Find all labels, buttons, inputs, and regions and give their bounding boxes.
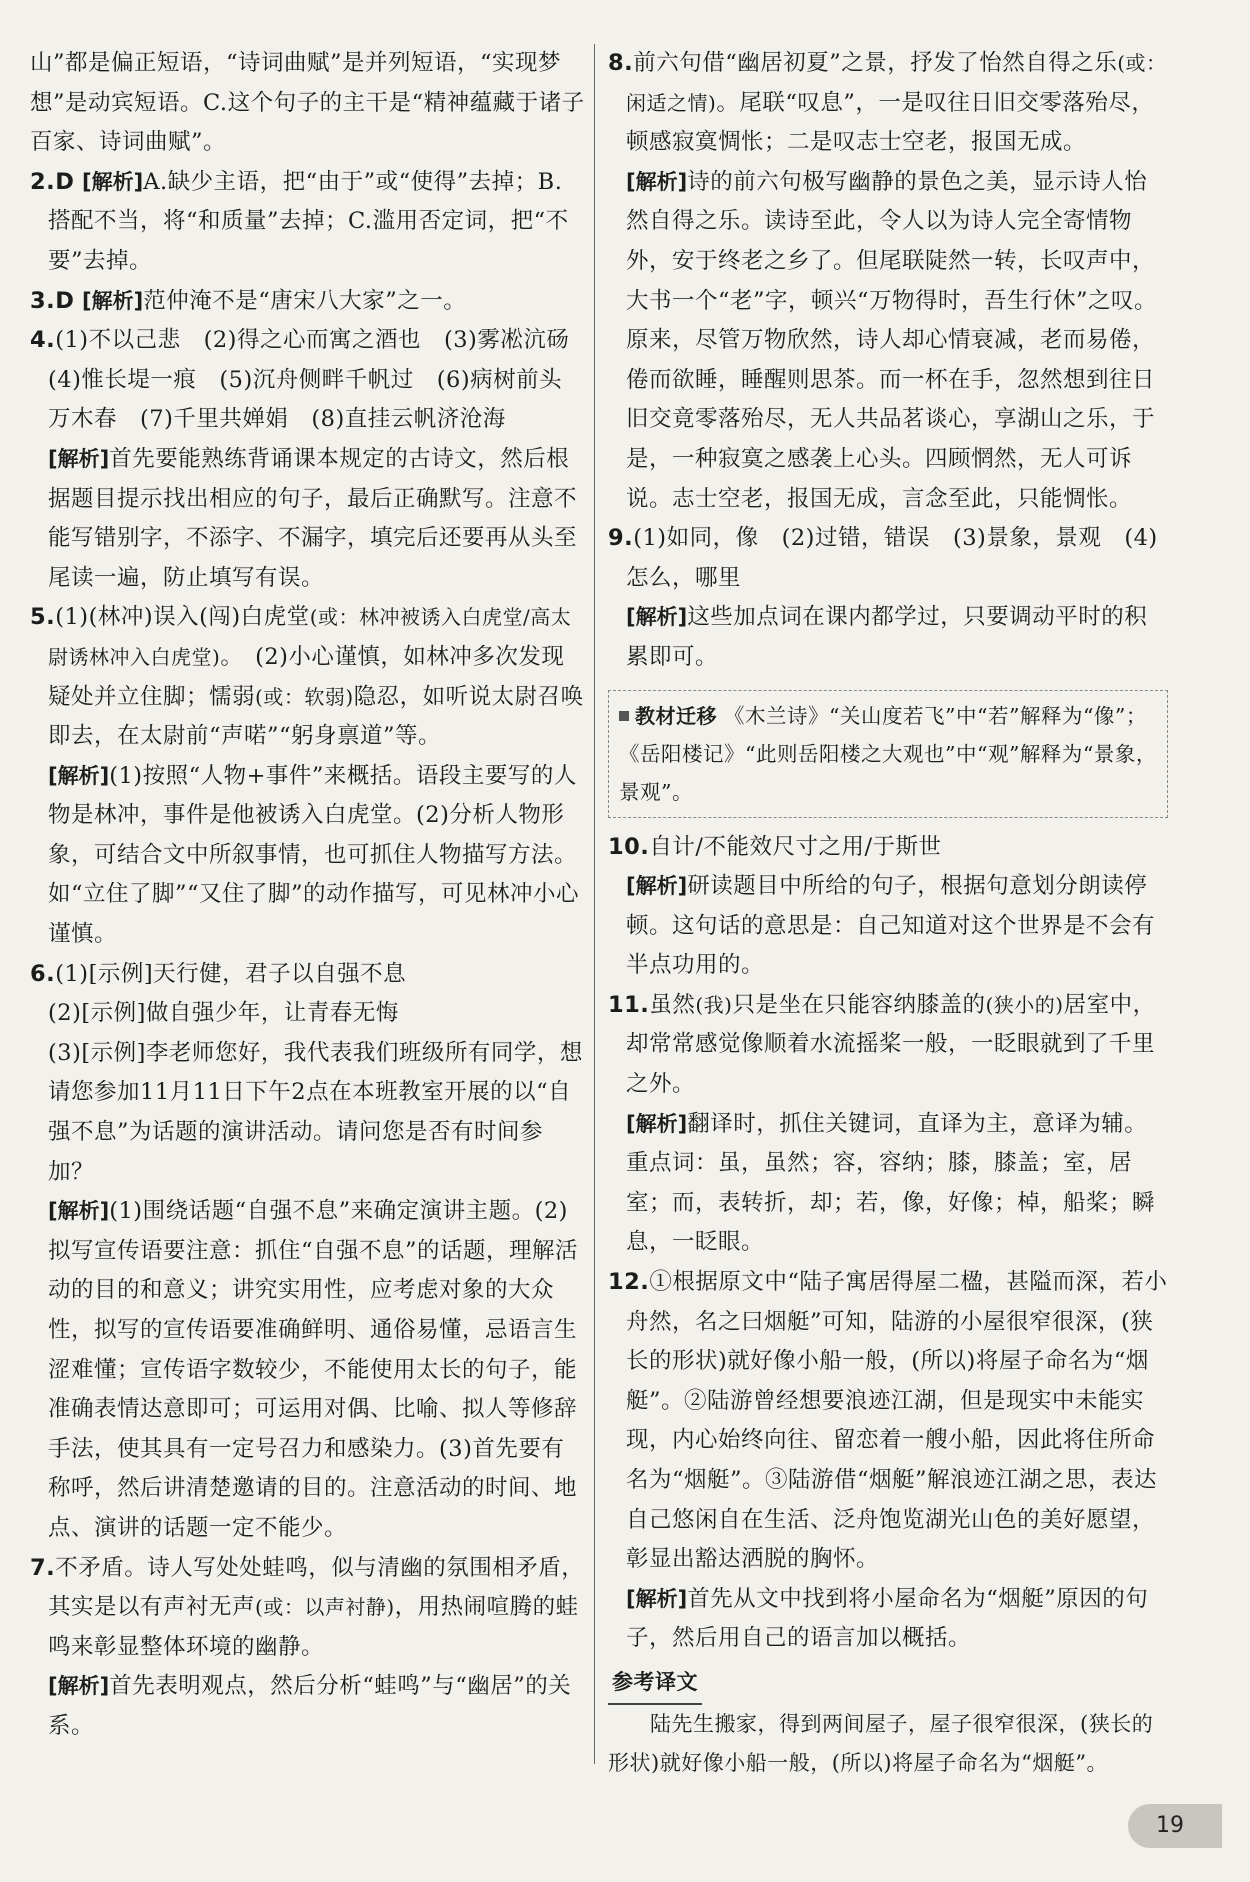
question-number: 6. bbox=[30, 960, 56, 987]
question-number: 3. bbox=[30, 287, 56, 314]
analysis-tag: [解析] bbox=[626, 605, 688, 630]
analysis-text: 首先表明观点，然后分析“蛙鸣”与“幽居”的关系。 bbox=[48, 1673, 572, 1739]
analysis-text: 研读题目中所给的句子，根据句意划分朗读停顿。这句话的意思是：自己知道对这个世界是不会有半点功用的。 bbox=[626, 873, 1156, 979]
analysis-9 bbox=[608, 598, 1168, 677]
analysis-text: 这些加点词在课内都学过，只要调动平时的积累即可。 bbox=[626, 604, 1148, 670]
question-9 bbox=[608, 519, 1168, 598]
answer-note: (或：闲适之情) bbox=[626, 51, 1167, 115]
textbook-transfer-box bbox=[608, 690, 1168, 818]
analysis-4 bbox=[30, 440, 585, 598]
analysis-tag: [解析] bbox=[626, 1586, 688, 1611]
answer-text: 只是坐在只能容纳膝盖的 bbox=[732, 991, 986, 1018]
answer-note: (或：软弱) bbox=[255, 684, 354, 709]
analysis-text: (1)按照“人物+事件”来概括。语段主要写的人物是林冲，事件是他被诱入白虎堂。(2)分析人物形象，可结合文中所叙事情，也可抓住人物描写方法。如“立住了脚”“又住了脚”的动作描写，可见林冲小心谨慎。 bbox=[48, 762, 580, 948]
question-number: 12. bbox=[608, 1269, 650, 1296]
question-number: 7. bbox=[30, 1554, 56, 1581]
answer-note: (或：以声衬静) bbox=[255, 1595, 395, 1620]
analysis-tag: [解析] bbox=[626, 169, 688, 194]
analysis-text: 首先从文中找到将小屋命名为“烟艇”原因的句子，然后用自己的语言加以概括。 bbox=[626, 1585, 1149, 1652]
analysis-tag: [解析] bbox=[48, 1674, 110, 1699]
answer-text: 隐忍，如听说太尉召唤即去，在太尉前“声喏”“躬身禀道”等。 bbox=[48, 683, 584, 750]
analysis-tag: [解析] bbox=[626, 874, 688, 899]
analysis-tag: [解析] bbox=[626, 1111, 688, 1136]
answer-text: 居室中，却常常感觉像顺着水流摇桨一般，一眨眼就到了千里之外。 bbox=[626, 991, 1156, 1098]
answer-note: (或：林冲被诱入白虎堂/高太尉诱林冲入白虎堂) bbox=[48, 605, 572, 669]
reference-text: 陆先生搬家，得到两间屋子，屋子很窄很深，(狭长的形状)就好像小船一般，(所以)将屋子命名为“烟艇”。 bbox=[608, 1711, 1154, 1775]
analysis-text: 首先要能熟练背诵课本规定的古诗文，然后根据题目提示找出相应的句子，最后正确默写。注意不能写错别字，不添字、不漏字，填完后还要再从头至尾读一遍，防止填写有误。 bbox=[48, 445, 578, 591]
analysis-11 bbox=[608, 1105, 1168, 1263]
question-number: 4. bbox=[30, 327, 56, 354]
analysis-tag: [解析] bbox=[48, 1199, 110, 1224]
analysis-tag: [解析] bbox=[48, 763, 110, 788]
box-label: 教材迁移 bbox=[619, 704, 717, 728]
page-number: 19 bbox=[1128, 1804, 1222, 1848]
analysis-text: 翻译时，抓住关键词，直译为主，意译为辅。重点词：虽，虽然；容，容纳；膝，膝盖；室，居室；而，表转折，却；若，像，好像；棹，船桨；瞬息，一眨眼。 bbox=[626, 1110, 1156, 1256]
analysis-text: (1)围绕话题“自强不息”来确定演讲主题。(2)拟写宣传语要注意：抓住“自强不息”的话题，理解活动的目的和意义；讲究实用性，应考虑对象的大众性，拟写的宣传语要准确鲜明、通俗易懂，忌语言生涩难懂；宣传语字数较少，不能使用太长的句子，能准确表情达意即可；可运用对偶、比喻、拟人等修辞手法，使其具有一定号召力和感染力。(3)首先要有称呼，然后讲清楚邀请的目的。注意活动的时间、地点、演讲的话题一定不能少。 bbox=[48, 1198, 579, 1541]
answer-6-2: (2)[示例]做自强少年，让青春无悔 bbox=[48, 1000, 399, 1027]
answer-note: (我) bbox=[695, 992, 733, 1017]
answer-text: 。 (2)小心谨慎，如林冲多次发现疑处并立住脚；懦弱 bbox=[48, 643, 565, 710]
column-divider bbox=[594, 44, 595, 1764]
question-7 bbox=[30, 1549, 585, 1668]
right-column bbox=[608, 44, 1168, 1783]
reference-title: 参考译文 bbox=[608, 1663, 702, 1705]
question-number: 5. bbox=[30, 604, 56, 631]
answer-text: ，用热闹喧腾的蛙鸣来彰显整体环境的幽静。 bbox=[48, 1594, 579, 1660]
answer-text: 。尾联“叹息”，一是叹往日旧交零落殆尽，顿感寂寞惆怅；二是叹志士空老，报国无成。 bbox=[626, 89, 1155, 156]
question-10 bbox=[608, 828, 1168, 868]
analysis-10 bbox=[608, 867, 1168, 986]
analysis-8 bbox=[608, 163, 1168, 519]
question-4 bbox=[30, 321, 593, 440]
answer-choice: D bbox=[55, 168, 75, 195]
answer-text: 不矛盾。诗人写处处蛙鸣，似与清幽的氛围相矛盾，其实是以有声衬无声 bbox=[48, 1554, 585, 1621]
reference-translation bbox=[608, 1659, 1168, 1783]
analysis-text: 诗的前六句极写幽静的景色之美，显示诗人怡然自得之乐。读诗至此，令人以为诗人完全寄情物外，安于终老之乡了。但尾联陡然一转，长叹声中，大书一个“老”字，顿兴“万物得时，吾生行休”之叹。原来，尽管万物欣然，诗人却心情衰减，老而易倦，倦而欲睡，睡醒则思茶。而一杯在手，忽然想到往日旧交竟零落殆尽，无人共品茗谈心，享湖山之乐，于是，一种寂寞之感袭上心头。四顾惘然，无人可诉说。志士空老，报国无成，言念至此，只能惆怅。 bbox=[626, 168, 1158, 512]
question-3 bbox=[30, 282, 585, 322]
analysis-7 bbox=[30, 1667, 585, 1746]
box-text: 《木兰诗》“关山度若飞”中“若”解释为“像”；《岳阳楼记》“此则岳阳楼之大观也”中“观”解释为“景象，景观”。 bbox=[619, 703, 1157, 804]
analysis-text: 范仲淹不是“唐宋八大家”之一。 bbox=[143, 287, 467, 314]
question-6 bbox=[30, 955, 585, 995]
question-number: 11. bbox=[608, 991, 650, 1018]
answer-note: (狭小的) bbox=[985, 992, 1064, 1017]
answer-choice: D bbox=[55, 287, 75, 314]
analysis-5 bbox=[30, 757, 585, 955]
answer-6-3: (3)[示例]李老师您好，我代表我们班级所有同学，想请您参加11月11日下午2点在本班教室开展的以“自强不息”为话题的演讲活动。请问您是否有时间参加？ bbox=[48, 1039, 583, 1185]
question-12 bbox=[608, 1263, 1168, 1580]
question-8 bbox=[608, 44, 1168, 163]
question-11 bbox=[608, 986, 1168, 1105]
answer-text: 虽然 bbox=[649, 991, 696, 1018]
answer-text: 自计/不能效尺寸之用/于斯世 bbox=[649, 833, 942, 860]
question-number: 2. bbox=[30, 168, 56, 195]
answer-text: ①根据原文中“陆子寓居得屋二楹，甚隘而深，若小舟然，名之曰烟艇”可知，陆游的小屋很窄很深，(狭长的形状)就好像小船一般，(所以)将屋子命名为“烟艇”。②陆游曾经想要浪迹江湖，但是现实中未能实现，内心始终向往、留恋着一艘小船，因此将住所命名为“烟艇”。③陆游借“烟艇”解浪迹江湖之思，表达自己悠闲自在生活、泛舟饱览湖光山色的美好愿望，彰显出豁达洒脱的胸怀。 bbox=[626, 1269, 1168, 1573]
question-2 bbox=[30, 163, 585, 282]
question-number: 10. bbox=[608, 833, 650, 860]
question-number: 9. bbox=[608, 525, 634, 552]
answer-text: 前六句借“幽居初夏”之景，抒发了怡然自得之乐 bbox=[633, 50, 1118, 76]
answer-text: (1)[示例]天行健，君子以自强不息 bbox=[55, 960, 407, 987]
analysis-tag: [解析] bbox=[82, 169, 144, 194]
answer-text: (1)(林冲)误入(闯)白虎堂 bbox=[55, 604, 310, 631]
analysis-tag: [解析] bbox=[82, 288, 144, 313]
continued-analysis: 山”都是偏正短语，“诗词曲赋”是并列短语，“实现梦想”是动宾短语。C.这个句子的主干是“精神蕴藏于诸子百家、诗词曲赋”。 bbox=[30, 50, 585, 156]
left-column bbox=[30, 44, 593, 1747]
question-number: 8. bbox=[608, 50, 634, 76]
question-5 bbox=[30, 598, 585, 756]
analysis-6 bbox=[30, 1192, 585, 1548]
answer-text: (1)如同，像 (2)过错，错误 (3)景象，景观 (4)怎么，哪里 bbox=[626, 525, 1158, 591]
answer-text: (1)不以己悲 (2)得之心而寓之酒也 (3)雾凇沆砀 (4)惟长堤一痕 (5)沉舟侧畔千帆过 (6)病树前头万木春 (7)千里共婵娟 (8)直挂云帆济沧海 bbox=[48, 327, 593, 433]
analysis-tag: [解析] bbox=[48, 446, 110, 471]
analysis-12 bbox=[608, 1580, 1168, 1659]
analysis-text: A.缺少主语，把“由于”或“使得”去掉；B.搭配不当，将“和质量”去掉；C.滥用否定词，把“不要”去掉。 bbox=[48, 168, 569, 274]
